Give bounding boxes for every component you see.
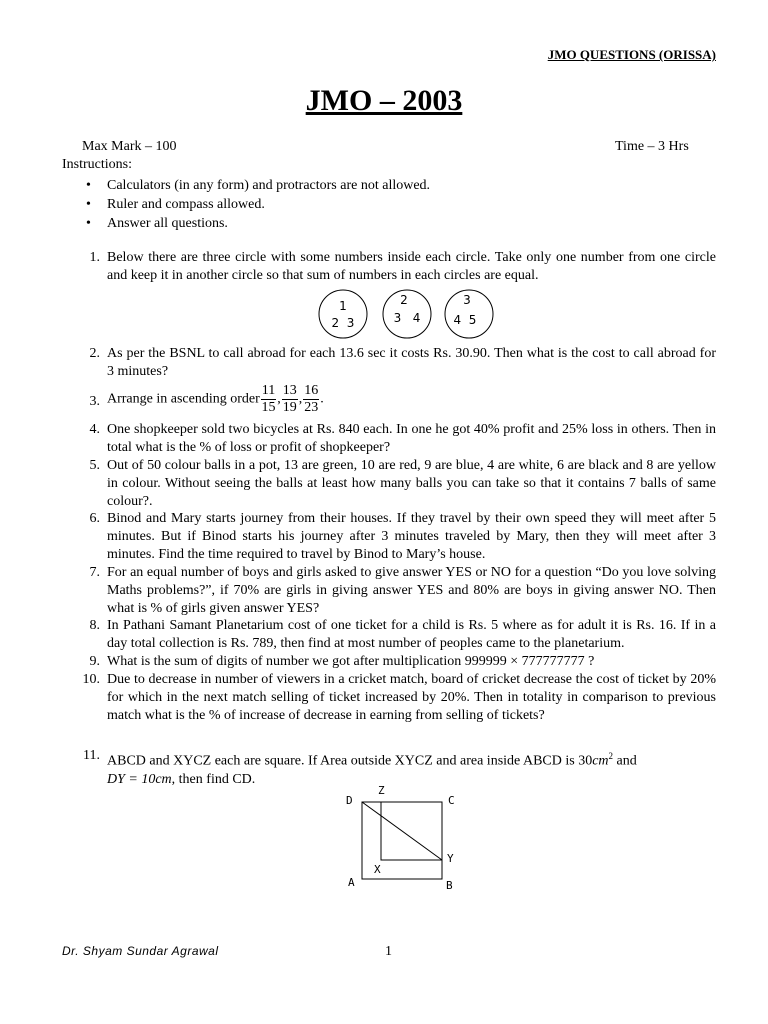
running-header: JMO QUESTIONS (ORISSA) <box>547 47 716 62</box>
label-x: X <box>374 863 381 876</box>
label-y: Y <box>447 852 454 865</box>
question-3: 3. Arrange in ascending order $\frac{11}{15}$ , $\frac{13}{19}$ , $\frac{16}{23}$ . <box>82 383 716 416</box>
label-b: B <box>446 879 453 892</box>
question-number: 10. <box>82 672 100 687</box>
question-text: In Pathani Samant Planetarium cost of one ticket for a child is Rs. 5 where as for adult it is Rs. 16. If in a day total collection is Rs. 789, then find at most number of peoples came to the planetarium. <box>107 618 716 651</box>
instruction-item: • Ruler and compass allowed. <box>82 195 430 214</box>
circle-1 <box>319 290 367 338</box>
question-text: Out of 50 colour balls in a pot, 13 are green, 10 are red, 9 are blue, 4 are white, 6 are black and 8 are yellow in colour. Without seeing the balls at least how many balls you can take so that it contains 7 balls of same colour?. <box>107 458 716 509</box>
diagonal-dy <box>362 802 442 860</box>
question-text: Below there are three circle with some numbers inside each circle. Take only one number from one circle and keep it in another circle so that sum of numbers in each circles are equal. <box>107 250 716 283</box>
question-number: 7. <box>89 565 100 580</box>
dy-unit: cm <box>155 771 172 787</box>
question-text: One shopkeeper sold two bicycles at Rs. 840 each. In one he got 40% profit and 25% loss in others. Then in total what is the % of loss or profit of shopkeeper? <box>107 422 716 455</box>
page-number: 1 <box>385 944 392 959</box>
question-number: 6. <box>89 511 100 526</box>
label-d: D <box>346 794 353 807</box>
question-6 <box>82 510 716 564</box>
question-text: Arrange in ascending order <box>107 391 260 407</box>
question-text: ABCD and XYCZ each are square. If Area outside XYCZ and area inside ABCD is <box>107 753 575 769</box>
instructions-label: Instructions: <box>62 157 132 172</box>
footer-author: Dr. Shyam Sundar Agrawal <box>62 944 219 958</box>
fraction: $\frac{13}{19}$ <box>282 383 297 415</box>
max-mark: Max Mark – 100 <box>82 139 177 154</box>
question-text: For an equal number of boys and girls asked to give answer YES or NO for a question “Do you love solving Maths problems?”, if 70% are girls in giving answer YES and 80% are boys in giving answer NO. Then what is % of girls given answer YES? <box>107 565 716 616</box>
fraction: $\frac{16}{23}$ <box>304 383 319 415</box>
time-limit: Time – 3 Hrs <box>615 139 689 154</box>
conjunction: and <box>616 753 637 769</box>
circle-3-top: 3 <box>463 293 471 307</box>
question-number: 2. <box>89 346 100 361</box>
squares-figure <box>340 783 465 895</box>
square-xycz <box>381 802 442 860</box>
question-number: 11. <box>83 748 100 763</box>
circle-2-top: 2 <box>400 293 408 307</box>
circle-3-bottom: 4 5 <box>453 313 477 327</box>
page-title: JMO – 2003 <box>305 84 463 117</box>
area-exponent: 2 <box>608 751 614 761</box>
question-number: 8. <box>89 618 100 633</box>
dy-expression: DY = 10 <box>107 771 156 787</box>
question-text: Binod and Mary starts journey from their houses. If they travel by their own speed they will meet after 5 minutes. But if Binod starts his journey after 3 minutes traveled by Mary, then they will meet after 3 minutes. Find the time required to travel by Binod to Mary’s house. <box>107 511 716 562</box>
question-text-end: , then find CD. <box>171 771 256 787</box>
question-10 <box>82 671 716 725</box>
label-a: A <box>348 876 355 889</box>
question-number: 1. <box>89 250 100 265</box>
label-c: C <box>448 794 455 807</box>
question-text: Due to decrease in number of viewers in a cricket match, board of cricket decrease the cost of ticket by 20% for which in the next match selling of ticket increased by 20%. Then in totality in comparison to previous match what is the % of increase of decrease in earning from selling of tickets? <box>107 672 716 723</box>
question-5 <box>82 457 716 511</box>
question-number: 3. <box>89 394 100 409</box>
question-4 <box>82 421 716 457</box>
question-7 <box>82 564 716 618</box>
label-z: Z <box>378 784 385 797</box>
instruction-item: • Calculators (in any form) and protractors are not allowed. <box>82 176 430 195</box>
instruction-item: • Answer all questions. <box>82 214 430 233</box>
question-9 <box>82 653 716 671</box>
question-text: What is the sum of digits of number we got after multiplication <box>107 654 462 669</box>
circle-1-top: 1 <box>339 299 347 313</box>
fraction: $\frac{11}{15}$ <box>261 383 276 415</box>
question-2 <box>82 345 716 381</box>
question-1 <box>82 249 716 285</box>
question-8 <box>82 617 716 653</box>
circles-figure <box>310 286 500 342</box>
instructions-list <box>82 176 430 233</box>
question-number: 4. <box>89 422 100 437</box>
circle-1-bottom: 2 3 <box>331 316 355 330</box>
area-value: 30 <box>578 753 593 769</box>
circle-2-bottom: 3 4 <box>393 311 421 325</box>
question-text: As per the BSNL to call abroad for each 13.6 sec it costs Rs. 30.90. Then what is the cost to call abroad for 3 minutes? <box>107 346 716 379</box>
question-number: 9. <box>89 654 100 669</box>
multiplication-expression: 999999 × 777777777 ? <box>464 654 595 669</box>
area-unit: cm <box>592 753 609 769</box>
question-number: 5. <box>89 458 100 473</box>
